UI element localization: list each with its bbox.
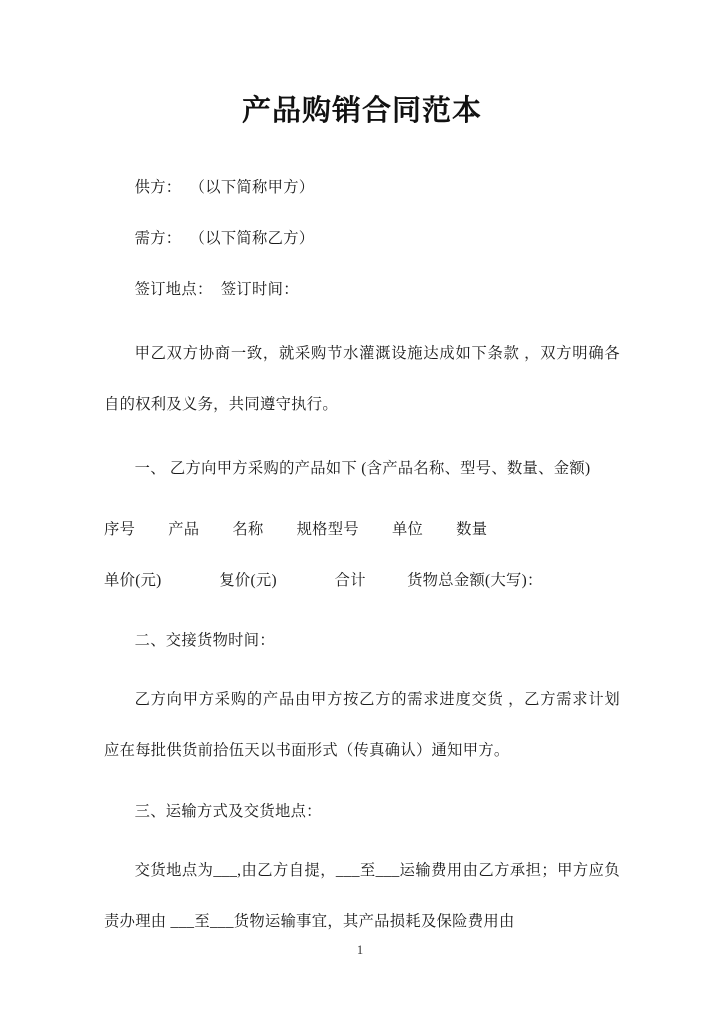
clause-3-body-block: [104, 845, 620, 947]
clause-2-body: 乙方向甲方采购的产品由甲方按乙方的需求进度交货 ，乙方需求计划应在每批供货前拾伍天以书面形式（传真确认）通知甲方。: [104, 691, 620, 759]
product-table-block: [104, 504, 620, 606]
clause-3-body: 交货地点为___,由乙方自提，___至___运输费用由乙方承担；甲方应负责办理由 ___至___货物运输事宜，其产品损耗及保险费用由: [104, 862, 620, 930]
clause-3-block: [104, 786, 620, 837]
clause-2-block: [104, 615, 620, 666]
clause-2-body-block: [104, 674, 620, 776]
clause-2-heading: 二、交接货物时间：: [134, 632, 275, 649]
table-header-row-1: 序号 产品 名称 规格型号 单位 数量: [104, 521, 488, 538]
parties-block: [104, 162, 620, 315]
supplier-line: 供方： （以下简称甲方）: [134, 179, 315, 196]
agreement-paragraph: 甲乙双方协商一致，就采购节水灌溉设施达成如下条款 ，双方明确各自的权利及义务，共同遵守执行。: [104, 345, 620, 413]
buyer-line: 需方： （以下简称乙方）: [134, 230, 315, 247]
clause-1-block: [104, 443, 620, 494]
document-content: [104, 0, 620, 947]
table-header-row-2: 单价(元) 复价(元) 合计 货物总金额(大写)：: [104, 572, 543, 589]
clause-3-heading: 三、运输方式及交货地点：: [134, 803, 322, 820]
page-title: 产品购销合同范本: [241, 95, 482, 127]
agreement-block: [104, 328, 620, 430]
clause-1-heading: 一、 乙方向甲方采购的产品如下 (含产品名称、型号、数量、金额): [134, 460, 591, 477]
signing-place-time-line: 签订地点： 签订时间：: [134, 281, 299, 298]
page-number: 1: [356, 943, 364, 957]
